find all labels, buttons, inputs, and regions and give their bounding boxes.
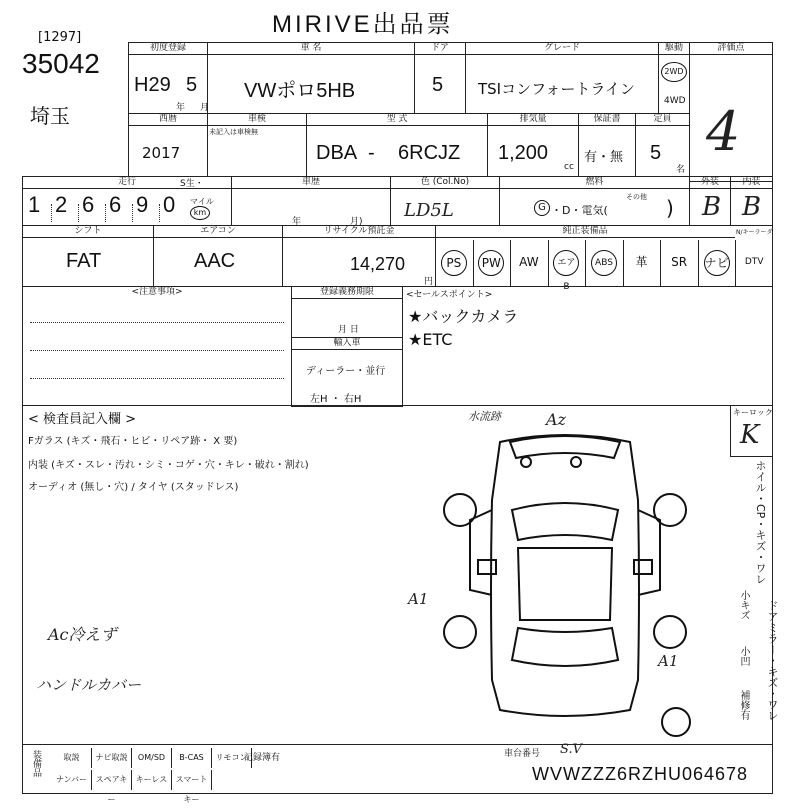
inspector-line-3: オーディオ (無し・穴) / タイヤ (スタッドレス) (28, 482, 239, 493)
year-value: 2017 (142, 144, 181, 162)
displacement-label: 排気量 (487, 113, 579, 126)
km-unit: km (190, 206, 210, 220)
notes-line-3 (30, 378, 284, 379)
exterior-grade: B (702, 192, 722, 222)
wheel-front-left (444, 494, 476, 526)
shift-value: FAT (66, 250, 102, 272)
interior-label: 内装 (730, 176, 773, 189)
yen-unit: 円 (424, 277, 434, 287)
displacement-value: 1,200 (498, 142, 549, 164)
persons-unit: 名 (676, 165, 686, 175)
year-label: 西暦 (128, 113, 208, 126)
mark-a1-left: A1 (408, 590, 429, 608)
shift-label: シフト (22, 225, 154, 238)
inspector-line-1: Fガラス (キズ・飛石・ヒビ・リペア跡・ X 要) (28, 436, 238, 447)
wheel-rear-left (444, 616, 476, 648)
bottom-item-B-CAS: B-CAS (172, 748, 212, 768)
fuel-other: その他 (626, 193, 647, 201)
year2-mark: 年 (292, 217, 302, 227)
handle-opts: 左H ・ 右H (310, 394, 362, 405)
mileage-divider (132, 204, 133, 222)
inspection-note: 未記入は車検無 (209, 128, 258, 136)
side-legend: ホイル・CP・キズ・ワレ (754, 460, 767, 585)
option-divider (698, 240, 699, 286)
option-divider (473, 240, 474, 286)
type-dash: - (368, 142, 375, 164)
fuel-mid: ・D・電気( (551, 204, 608, 217)
handwritten-note-1: Ac冷えず (48, 625, 117, 644)
option-divider (735, 240, 736, 286)
bottom-item-スペアキー: スペアキー (92, 770, 132, 790)
color-code: LD5L (404, 200, 454, 221)
drive-2wd: 2WD (661, 62, 687, 82)
key-lock-mark: K (740, 420, 760, 450)
first-reg-label: 初度登録 (128, 42, 208, 55)
month2-mark: 月) (350, 217, 363, 227)
grade-label: グレード (465, 42, 659, 55)
option-SR: SR (671, 255, 688, 269)
region: 埼玉 (30, 104, 70, 128)
chassis-label: 車台番号 (504, 749, 541, 759)
year-mark: 年 (176, 103, 186, 113)
recycle-label: リサイクル預託金 (282, 225, 436, 238)
car-damage-diagram (400, 410, 730, 740)
side-legend-2: ドアミラー・キズ・ワレ (766, 600, 779, 721)
extra-label: 記録簿有 (244, 753, 281, 763)
door-left-front (470, 510, 492, 595)
diagram-note: 水流跡 (468, 410, 501, 423)
option-DTV: DTV (744, 257, 764, 267)
mile-unit: マイル (190, 197, 214, 206)
bottom-item-取説: 取説 (52, 748, 92, 768)
import-opts: ディーラー・並行 (306, 366, 386, 377)
option-divider (548, 240, 549, 286)
mileage-divider (51, 204, 52, 222)
lot-small: [1297] (38, 30, 82, 45)
options-label: 純正装備品 (435, 225, 735, 238)
mileage-digit: 0 (163, 192, 176, 217)
option-divider (585, 240, 586, 286)
recycle-value: 14,270 (350, 254, 406, 274)
car-body-outline (491, 435, 639, 716)
bottom-main-label: 装備品 (31, 750, 41, 777)
notes-line-2 (30, 350, 284, 351)
type-code: 6RCJZ (398, 142, 461, 164)
bumper-front (510, 436, 620, 458)
type-prefix: DBA (316, 142, 358, 164)
mileage-divider (78, 204, 79, 222)
reg-month: 5 (186, 74, 198, 96)
bottom-item-キーレス: キーレス (132, 770, 172, 790)
rating-value: 4 (706, 100, 741, 163)
warranty-value: 有・無 (584, 150, 624, 165)
color-label: 色 (Col.No) (390, 176, 500, 189)
option-ナビ: ナビ (704, 250, 730, 276)
s-mark: S生・ (180, 179, 204, 189)
mirror-right (634, 560, 652, 574)
type-label: 型 式 (306, 113, 488, 126)
import-label: 輸入車 (291, 337, 403, 350)
fuel-gas: G (534, 200, 550, 216)
lot-number: 35042 (22, 48, 100, 79)
mileage-digit: 6 (82, 192, 95, 217)
mileage-digit: 2 (55, 192, 68, 217)
drive-4wd: 4WD (664, 96, 686, 106)
option-PS: PS (441, 250, 467, 276)
mileage-divider (105, 204, 106, 222)
doors-label: ドア (414, 42, 466, 55)
drive-label: 駆動 (658, 42, 690, 55)
spare-wheel (662, 708, 690, 736)
aircon-value: AAC (194, 250, 236, 272)
option-PW: PW (478, 250, 504, 276)
fuel-label: 燃料 (499, 176, 690, 189)
mileage-digit: 9 (136, 192, 149, 217)
mirror-left (478, 560, 496, 574)
capacity-value: 5 (650, 142, 662, 164)
option-divider (660, 240, 661, 286)
mark-az: Az (546, 410, 566, 429)
month-mark: 月 (200, 103, 210, 113)
legend-lead-2: 小凹 (738, 646, 749, 666)
bottom-item-OM/SD: OM/SD (132, 748, 172, 768)
fuel-close: ) (666, 196, 674, 220)
headlight-right (571, 457, 581, 467)
option-AW: AW (519, 255, 539, 269)
headlight-left (521, 457, 531, 467)
sales-item-2: ★ETC (408, 330, 453, 349)
interior-grade: B (742, 192, 762, 222)
mileage-divider (159, 204, 160, 222)
handwritten-note-2: ハンドルカバー (36, 676, 142, 694)
windshield (512, 503, 618, 540)
era-year: H29 (134, 74, 171, 96)
model-label: 車 名 (207, 42, 415, 55)
option-divider (623, 240, 624, 286)
doors-value: 5 (432, 74, 444, 96)
keyless-hdr: N/キーラーダ (736, 229, 773, 236)
roof (518, 548, 612, 620)
sales-label: <セールスポイント> (406, 290, 493, 300)
inspection-label: 車検 (207, 113, 307, 126)
bottom-item-リモコン: リモコン (212, 748, 252, 768)
bottom-item-ナビ取説: ナビ取説 (92, 748, 132, 768)
cc-unit: cc (564, 162, 574, 172)
chassis-number: WVWZZZ6RZHU064678 (532, 764, 749, 784)
history-label: 車歴 (231, 176, 391, 189)
inspector-line-2: 内装 (キズ・スレ・汚れ・シミ・コゲ・穴・キレ・破れ・割れ) (28, 460, 309, 471)
legend-lead-3: 補修有 (738, 690, 749, 720)
month-day: 月 日 (338, 325, 359, 335)
option-エアB: エアB (553, 250, 579, 276)
option-ABS: ABS (591, 250, 617, 276)
door-right-front (638, 510, 660, 595)
key-lock-label: キーロック (733, 408, 773, 417)
mileage-label: 走行 (22, 176, 232, 189)
capacity-label: 定員 (635, 113, 690, 126)
mileage-digit: 1 (28, 192, 41, 217)
notes-box (22, 286, 292, 406)
notes-label: <注意事項> (131, 287, 183, 297)
warranty-label: 保証書 (578, 113, 636, 126)
notes-line-1 (30, 322, 284, 323)
bottom-item-スマートキー: スマートキー (172, 770, 212, 790)
inspector-label: < 検査員記入欄 > (28, 412, 137, 427)
wheel-front-right (654, 494, 686, 526)
exterior-label: 外装 (689, 176, 731, 189)
grade-value: TSIコンフォートライン (478, 80, 635, 98)
model-value: VWポロ5HB (244, 80, 356, 102)
mileage-digit: 6 (109, 192, 122, 217)
bottom-item-ナンバー: ナンバー (52, 770, 92, 790)
wheel-rear-right (654, 616, 686, 648)
mark-a1-right: A1 (658, 652, 679, 670)
shaken-mark: S.V (560, 742, 582, 757)
option-革: 革 (635, 255, 648, 269)
legend-lead: 小キズ (738, 590, 749, 620)
aircon-label: エアコン (153, 225, 283, 238)
rear-window (512, 628, 618, 666)
form-title: MIRIVE出品票 (272, 11, 454, 38)
option-divider (510, 240, 511, 286)
reg-deadline-label: 登録義務期限 (291, 286, 403, 299)
rating-label: 評価点 (689, 42, 773, 55)
sales-item-1: ★バックカメラ (408, 307, 519, 326)
